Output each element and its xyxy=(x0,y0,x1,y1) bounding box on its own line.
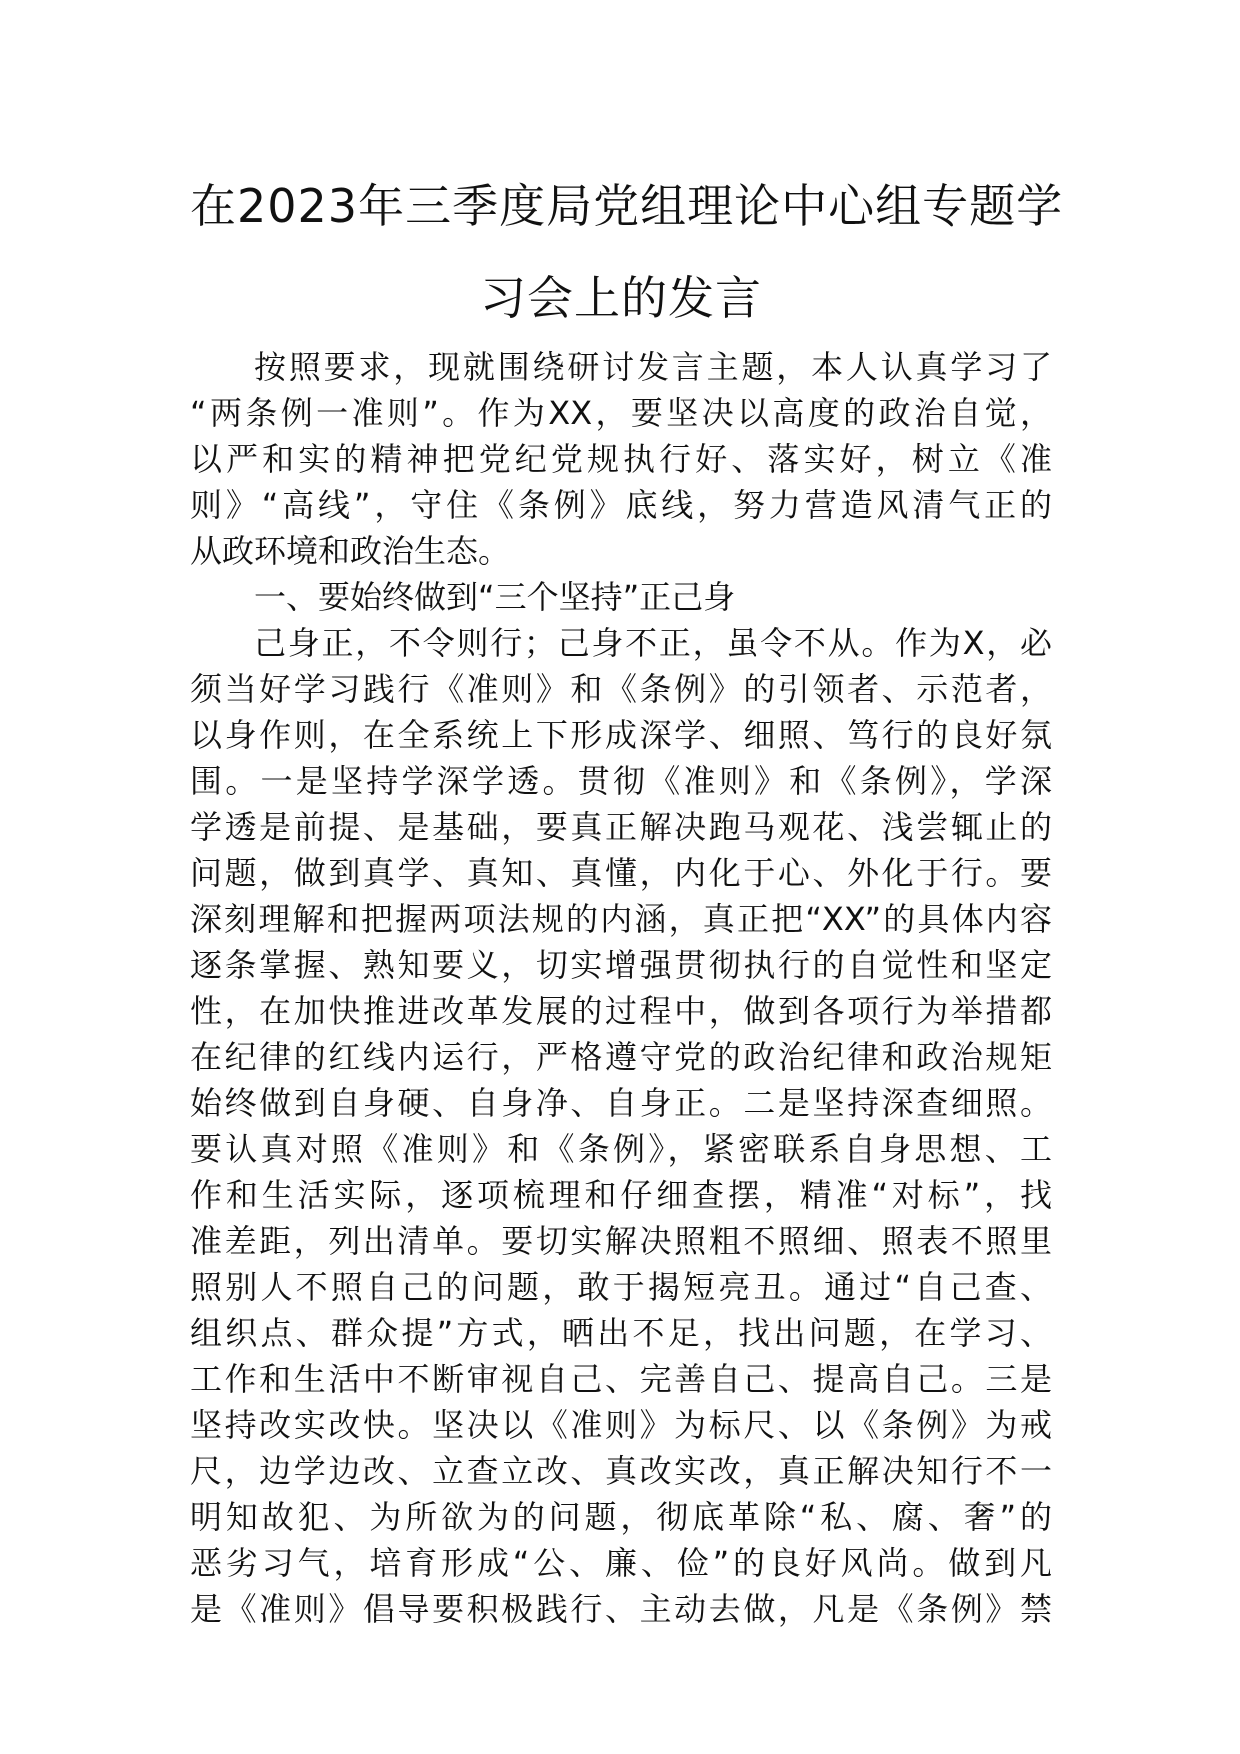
text-line: 以身作则，在全系统上下形成深学、细照、笃行的良好氛 xyxy=(190,716,1052,754)
document-page xyxy=(190,160,1064,1632)
text-line: 要认真对照《准则》和《条例》，紧密联系自身思想、工 xyxy=(190,1130,1052,1168)
text-line: 逐条掌握、熟知要义，切实增强贯彻执行的自觉性和坚定 xyxy=(190,946,1052,984)
intro-paragraph xyxy=(190,344,1052,574)
heading-text: 一、要始终做到“三个坚持”正己身 xyxy=(254,578,736,616)
text-line: 照别人不照自己的问题，敢于揭短亮丑。通过“自己查、 xyxy=(190,1268,1052,1306)
text-line: 作和生活实际，逐项梳理和仔细查摆，精准“对标”，找 xyxy=(190,1176,1052,1214)
text-line: 始终做到自身硬、自身净、自身正。二是坚持深查细照。 xyxy=(190,1084,1052,1122)
text-line: 组织点、群众提”方式，晒出不足，找出问题，在学习、 xyxy=(190,1314,1052,1352)
text-line: 按照要求，现就围绕研讨发言主题，本人认真学习了 xyxy=(254,348,1052,386)
document-title xyxy=(190,160,1064,344)
text-line: 明知故犯、为所欲为的问题，彻底革除“私、腐、奢”的 xyxy=(190,1498,1052,1536)
title-line: 在2023年三季度局党组理论中心组专题学 xyxy=(190,179,1064,233)
text-line: 从政环境和政治生态。 xyxy=(190,532,511,570)
text-line: 深刻理解和把握两项法规的内涵，真正把“XX”的具体内容 xyxy=(190,900,1052,938)
title-line: 习会上的发言 xyxy=(480,271,762,325)
body-paragraph xyxy=(190,620,1052,1632)
text-line: 围。一是坚持学深学透。贯彻《准则》和《条例》，学深 xyxy=(190,762,1052,800)
text-line: 在纪律的红线内运行，严格遵守党的政治纪律和政治规矩 xyxy=(190,1038,1052,1076)
text-line: 问题，做到真学、真知、真懂，内化于心、外化于行。要 xyxy=(190,854,1052,892)
text-line: 以严和实的精神把党纪党规执行好、落实好，树立《准 xyxy=(190,440,1052,478)
text-line: 准差距，列出清单。要切实解决照粗不照细、照表不照里 xyxy=(190,1222,1052,1260)
text-line: 须当好学习践行《准则》和《条例》的引领者、示范者， xyxy=(190,670,1052,708)
text-line: 工作和生活中不断审视自己、完善自己、提高自己。三是 xyxy=(190,1360,1052,1398)
text-line: 则》“高线”，守住《条例》底线，努力营造风清气正的 xyxy=(190,486,1052,524)
text-line: 尺，边学边改、立查立改、真改实改，真正解决知行不一 xyxy=(190,1452,1052,1490)
text-line: 性，在加快推进改革发展的过程中，做到各项行为举措都 xyxy=(190,992,1052,1030)
text-line: 学透是前提、是基础，要真正解决跑马观花、浅尝辄止的 xyxy=(190,808,1052,846)
text-line: “两条例一准则”。作为XX，要坚决以高度的政治自觉， xyxy=(190,394,1052,432)
text-line: 坚持改实改快。坚决以《准则》为标尺、以《条例》为戒 xyxy=(190,1406,1052,1444)
text-line: 己身正，不令则行；己身不正，虽令不从。作为X，必 xyxy=(254,624,1052,662)
text-line: 是《准则》倡导要积极践行、主动去做，凡是《条例》禁 xyxy=(190,1590,1052,1628)
text-line: 恶劣习气，培育形成“公、廉、俭”的良好风尚。做到凡 xyxy=(190,1544,1052,1582)
section-heading xyxy=(190,574,1052,620)
